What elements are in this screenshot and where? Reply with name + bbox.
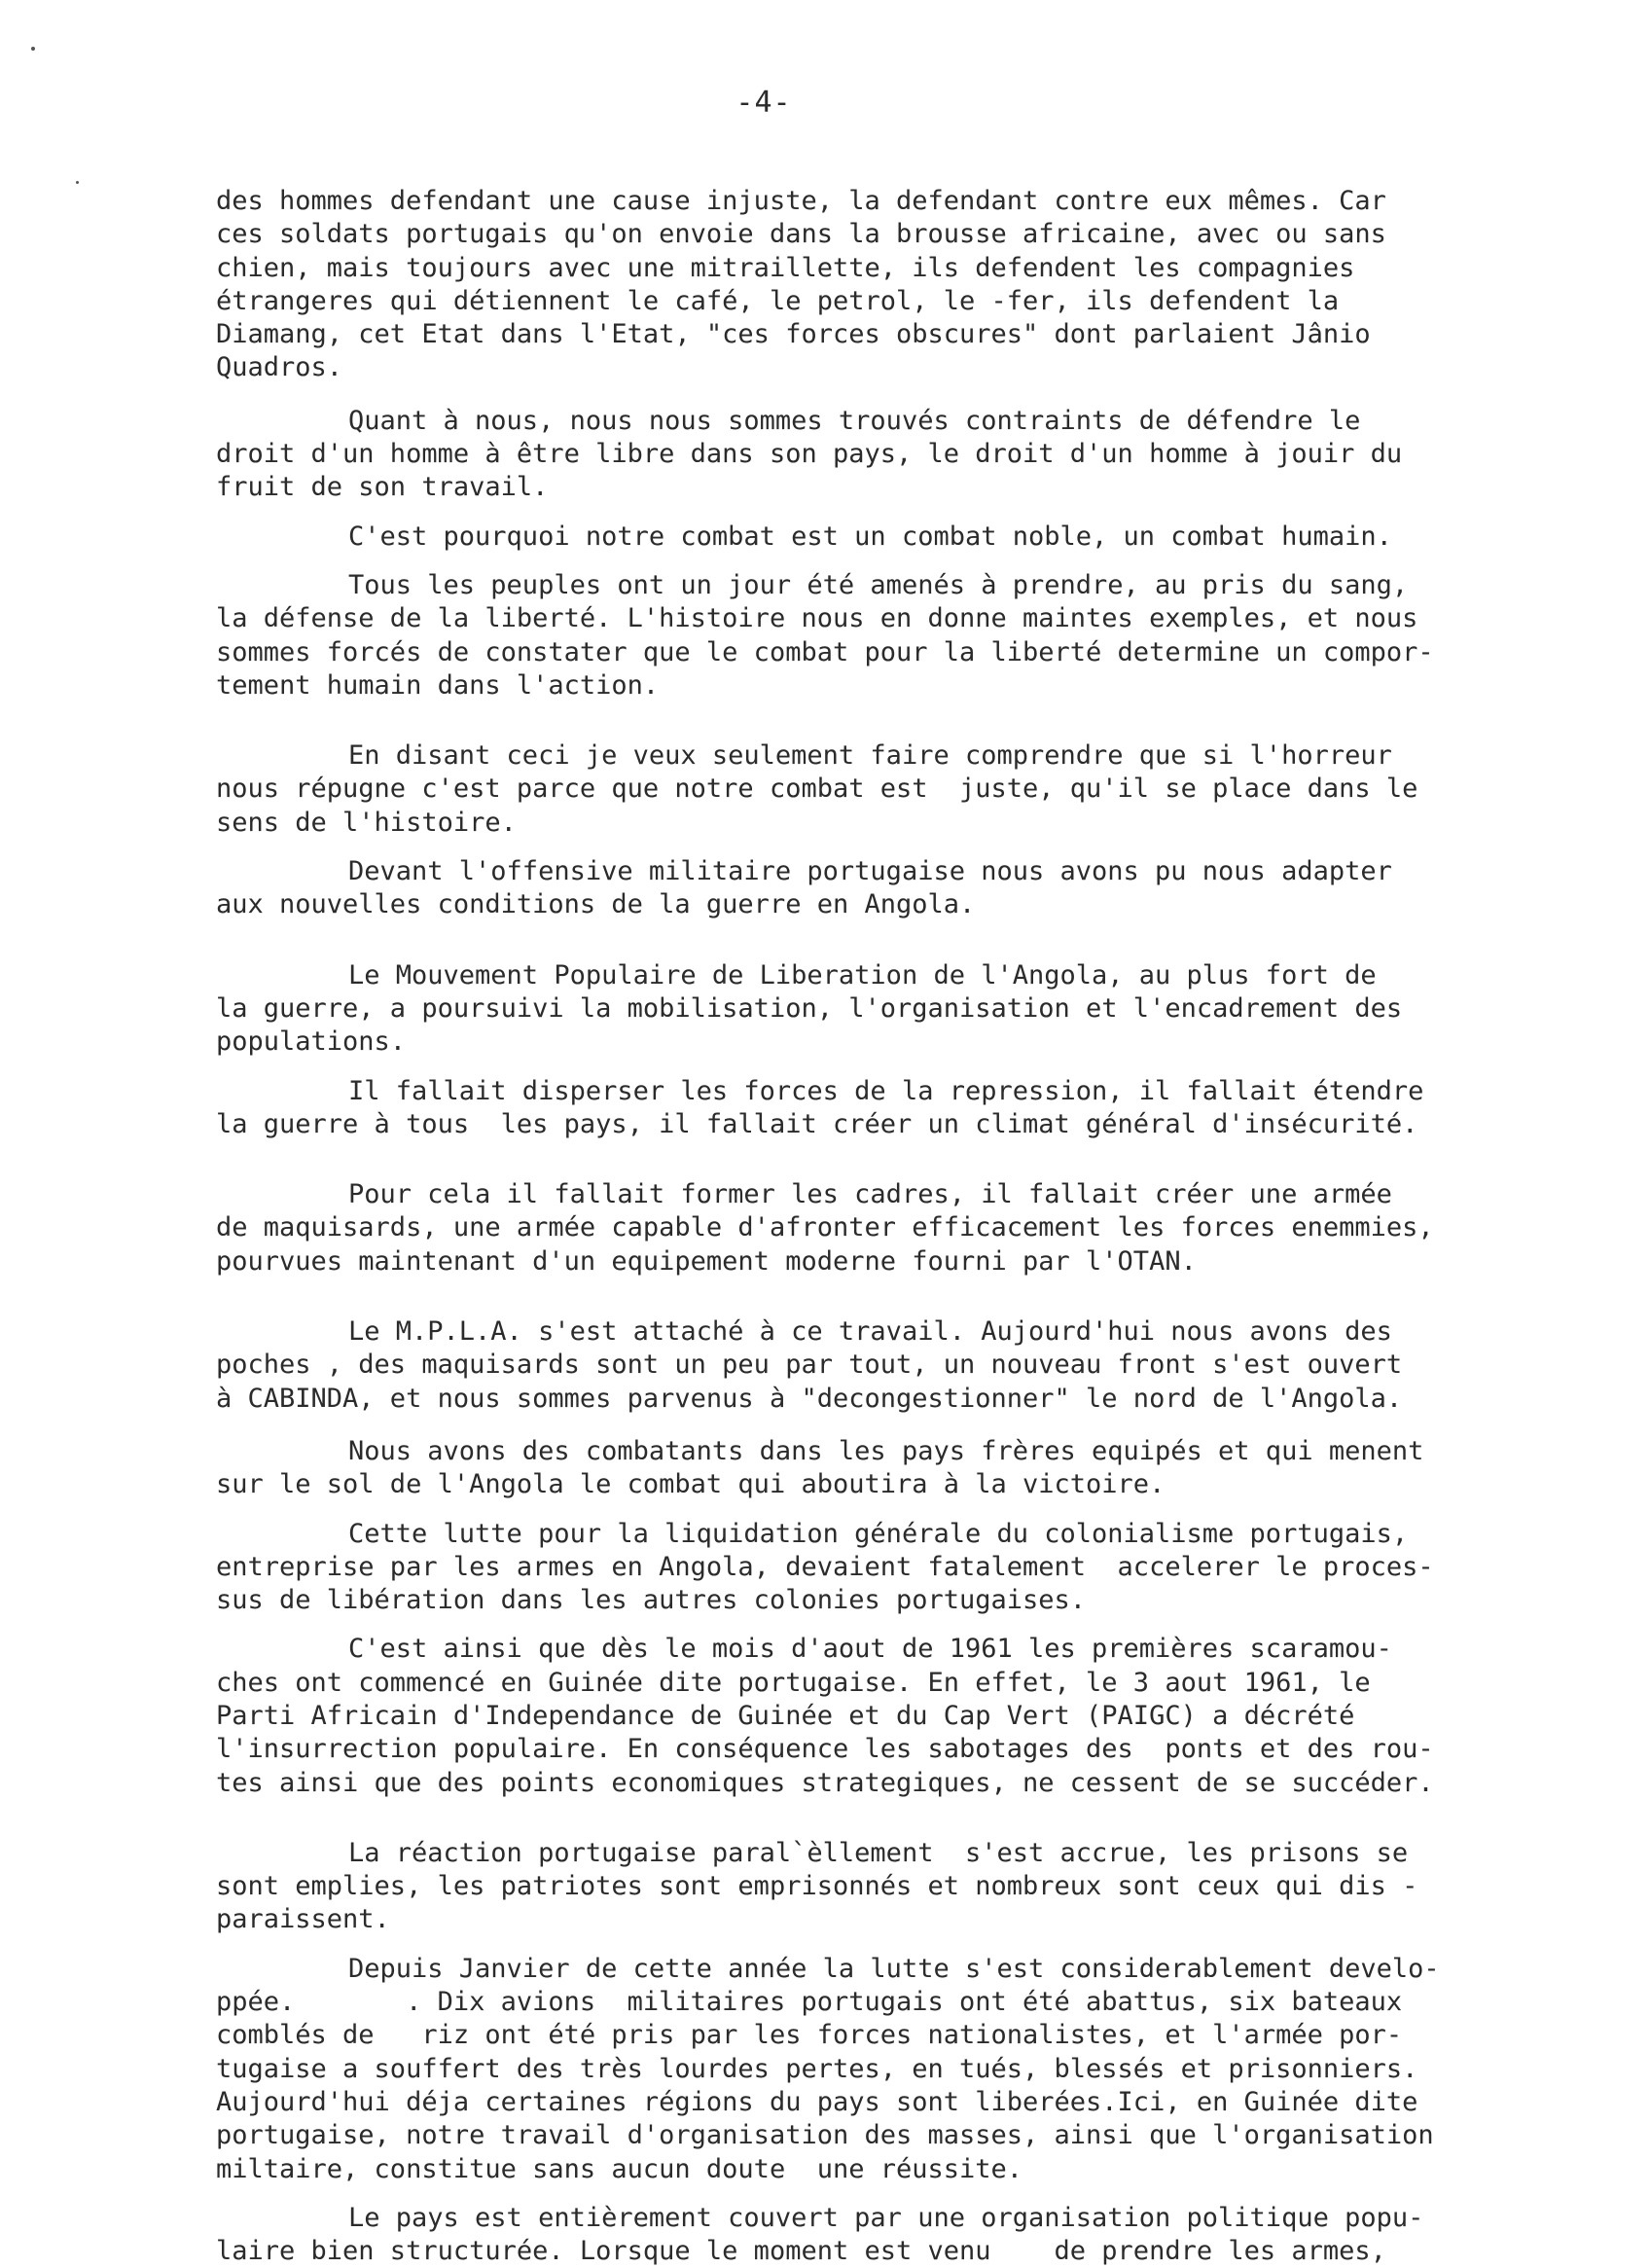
paragraph: [216, 1178, 1559, 1278]
paragraph: [216, 1633, 1559, 1799]
paragraph: [216, 2202, 1559, 2268]
text-line: laire bien structurée. Lorsque le moment est venu de prendre les armes,: [216, 2236, 1386, 2267]
scan-speck: [76, 181, 79, 184]
text-line: Le M.P.L.A. s'est attaché à ce travail. Aujourd'hui nous avons des: [348, 1316, 1392, 1348]
text-line: chien, mais toujours avec une mitraillette, ils defendent les compagnies: [216, 252, 1355, 283]
text-line: miltaire, constitue sans aucun doute une réussite.: [216, 2153, 1023, 2184]
text-line: l'insurrection populaire. En conséquence les sabotages des ponts et des rou-: [216, 1734, 1434, 1765]
paragraph: [216, 1075, 1559, 1142]
text-line: sur le sol de l'Angola le combat qui aboutira à la victoire.: [216, 1469, 1166, 1500]
text-line: populations.: [216, 1026, 407, 1058]
text-line: sus de libération dans les autres colonies portugaises.: [216, 1585, 1087, 1616]
text-line: Le pays est entièrement couvert par une organisation politique popu-: [348, 2202, 1424, 2233]
text-line: Diamang, cet Etat dans l'Etat, "ces forces obscures" dont parlaient Jânio: [216, 319, 1371, 350]
text-line: tes ainsi que des points economiques strategiques, ne cessent de se succéder.: [216, 1767, 1434, 1798]
text-line: ches ont commencé en Guinée dite portugaise. En effet, le 3 aout 1961, le: [216, 1667, 1371, 1698]
text-line: Le Mouvement Populaire de Liberation de l'Angola, au plus fort de: [348, 959, 1377, 990]
paragraph: [216, 1518, 1559, 1618]
text-line: Aujourd'hui déja certaines régions du pays sont liberées.Ici, en Guinée dite: [216, 2086, 1418, 2117]
text-line: tement humain dans l'action.: [216, 669, 660, 701]
text-line: nous répugne c'est parce que notre combat est juste, qu'il se place dans le: [216, 774, 1418, 805]
page-number: -4-: [735, 86, 792, 120]
text-line: portugaise, notre travail d'organisation des masses, ainsi que l'organisation: [216, 2120, 1434, 2151]
text-line: Devant l'offensive militaire portugaise nous avons pu nous adapter: [348, 856, 1392, 887]
paragraph: [216, 1837, 1559, 1937]
text-line: Pour cela il fallait former les cadres, il fallait créer une armée: [348, 1179, 1392, 1210]
text-line: pourvues maintenant d'un equipement moderne fourni par l'OTAN.: [216, 1245, 1197, 1277]
text-line: étrangeres qui détiennent le café, le petrol, le -fer, ils defendent la: [216, 285, 1340, 316]
document-body: [216, 185, 1559, 2268]
text-line: comblés de riz ont été pris par les forces nationalistes, et l'armée por-: [216, 2020, 1403, 2051]
text-line: entreprise par les armes en Angola, devaient fatalement accelerer le proces-: [216, 1551, 1434, 1582]
paragraph: [216, 959, 1559, 1060]
text-line: ppée. . Dix avions militaires portugais ont été abattus, six bateaux: [216, 1987, 1403, 2018]
text-line: ces soldats portugais qu'on envoie dans la brousse africaine, avec ou sans: [216, 219, 1386, 250]
paragraph: [216, 739, 1559, 840]
text-line: C'est ainsi que dès le mois d'aout de 1961 les premières scaramou-: [348, 1634, 1392, 1665]
text-line: la défense de la liberté. L'histoire nous en donne maintes exemples, et nous: [216, 603, 1418, 634]
text-line: C'est pourquoi notre combat est un combat noble, un combat humain.: [348, 521, 1392, 552]
paragraph: [216, 1953, 1559, 2186]
text-line: Depuis Janvier de cette année la lutte s'est considerablement develo-: [348, 1953, 1440, 1984]
text-line: poches , des maquisards sont un peu par tout, un nouveau front s'est ouvert: [216, 1350, 1403, 1381]
text-line: paraissent.: [216, 1904, 390, 1935]
text-line: sont emplies, les patriotes sont emprisonnés et nombreux sont ceux qui dis -: [216, 1871, 1418, 1902]
text-line: En disant ceci je veux seulement faire comprendre que si l'horreur: [348, 740, 1392, 772]
text-line: Cette lutte pour la liquidation générale du colonialisme portugais,: [348, 1518, 1409, 1549]
text-line: droit d'un homme à être libre dans son pays, le droit d'un homme à jouir du: [216, 439, 1403, 470]
paragraph: [216, 185, 1559, 385]
text-line: fruit de son travail.: [216, 472, 549, 503]
paragraph: [216, 569, 1559, 702]
text-line: la guerre, a poursuivi la mobilisation, l'organisation et l'encadrement des: [216, 992, 1403, 1024]
paragraph: [216, 1315, 1559, 1416]
paragraph: [216, 521, 1559, 554]
paragraph: [216, 405, 1559, 505]
text-line: tugaise a souffert des très lourdes pertes, en tués, blessés et prisonniers.: [216, 2053, 1418, 2084]
text-line: Tous les peuples ont un jour été amenés à prendre, au pris du sang,: [348, 569, 1409, 600]
text-line: la guerre à tous les pays, il fallait créer un climat général d'insécurité.: [216, 1108, 1418, 1139]
text-line: Nous avons des combatants dans les pays frères equipés et qui menent: [348, 1435, 1424, 1466]
scan-speck: [31, 47, 35, 51]
text-line: La réaction portugaise paral`èllement s'est accrue, les prisons se: [348, 1837, 1409, 1868]
text-line: Il fallait disperser les forces de la repression, il fallait étendre: [348, 1075, 1424, 1106]
text-line: sens de l'histoire.: [216, 807, 517, 838]
text-line: des hommes defendant une cause injuste, la defendant contre eux mêmes. Car: [216, 186, 1386, 216]
paragraph: [216, 855, 1559, 922]
text-line: Quadros.: [216, 352, 343, 383]
text-line: aux nouvelles conditions de la guerre en Angola.: [216, 889, 976, 920]
text-line: Parti Africain d'Independance de Guinée et du Cap Vert (PAIGC) a décrété: [216, 1700, 1355, 1731]
paragraph: [216, 1435, 1559, 1502]
text-line: sommes forcés de constater que le combat pour la liberté determine un compor-: [216, 636, 1434, 667]
text-line: de maquisards, une armée capable d'afronter efficacement les forces enemmies,: [216, 1212, 1434, 1243]
text-line: Quant à nous, nous nous sommes trouvés contraints de défendre le: [348, 405, 1361, 436]
text-line: à CABINDA, et nous sommes parvenus à "decongestionner" le nord de l'Angola.: [216, 1383, 1403, 1414]
